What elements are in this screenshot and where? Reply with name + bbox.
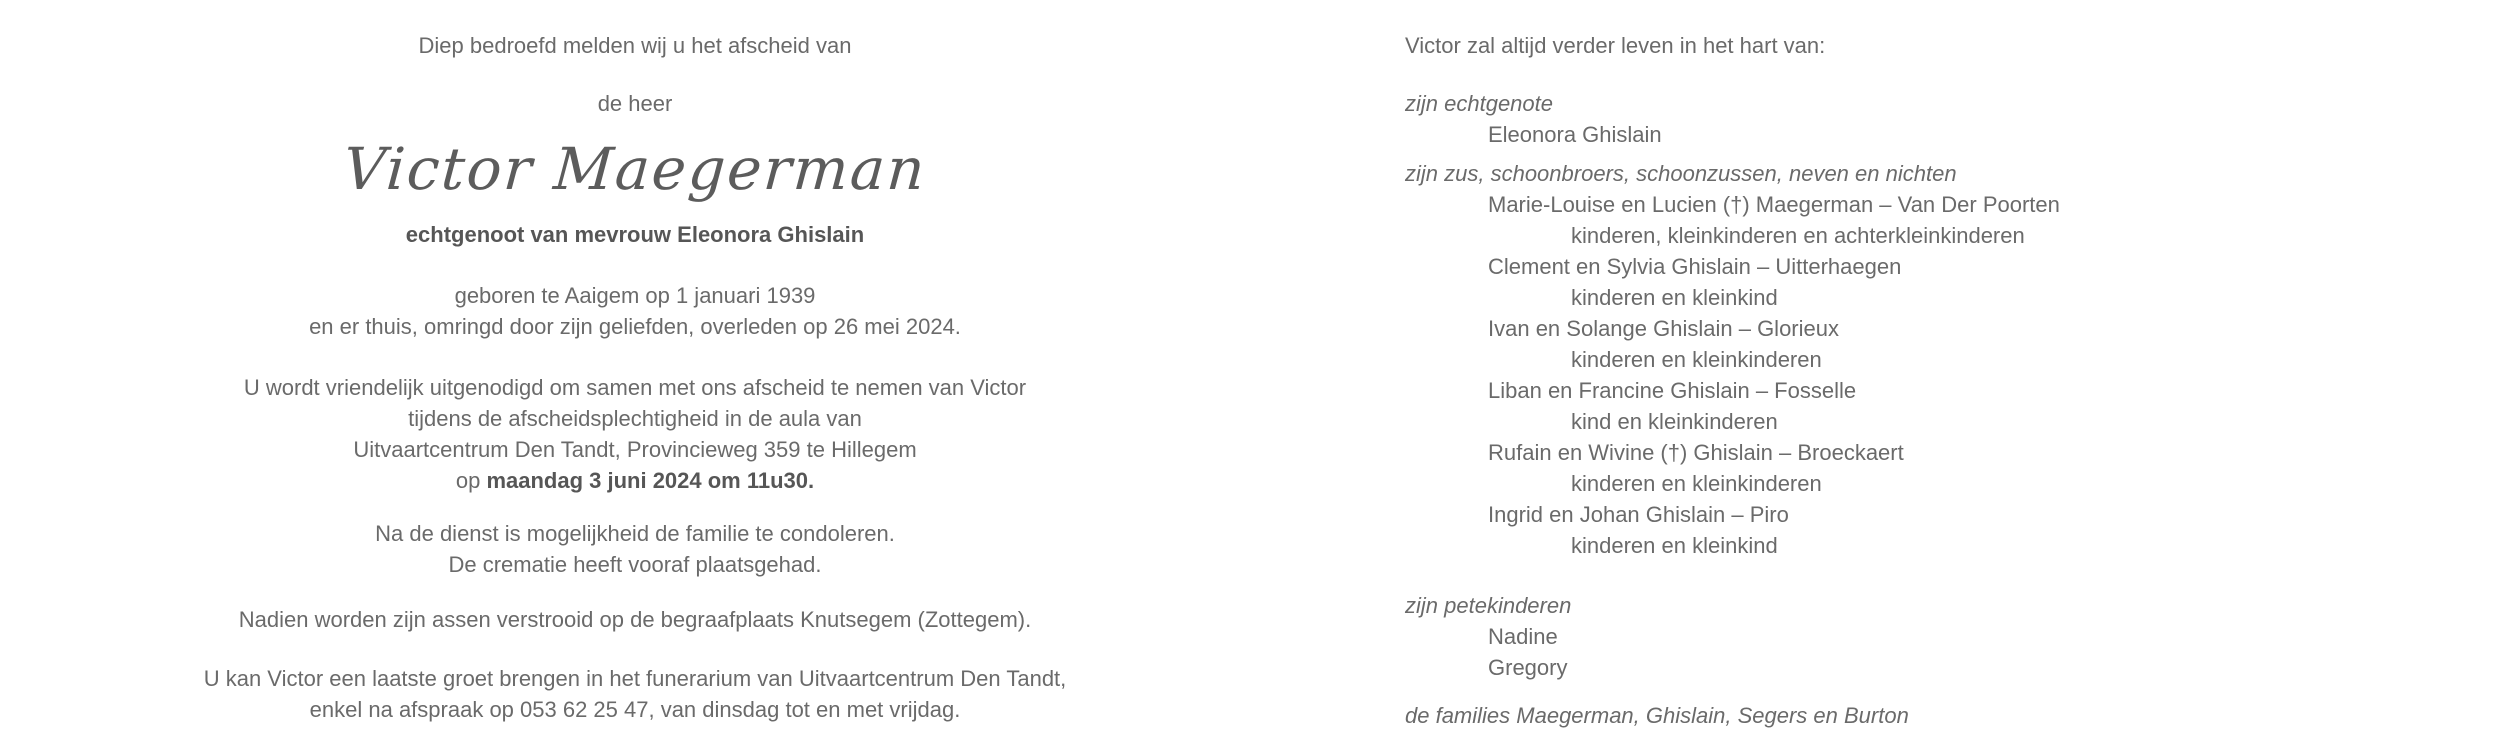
death-line: en er thuis, omringd door zijn geliefden, overleden op 26 mei 2024. xyxy=(309,314,961,339)
visitation-line-2: enkel na afspraak op 053 62 25 47, van dinsdag tot en met vrijdag. xyxy=(309,697,961,722)
relative-name: Eleonora Ghislain xyxy=(1488,122,1662,147)
memorial-column xyxy=(1405,0,2405,731)
relative-descendants: kinderen en kleinkind xyxy=(1571,533,1778,558)
group-label-siblings: zijn zus, schoonbroers, schoonzussen, neven en nichten xyxy=(1405,161,1957,186)
birth-line: geboren te Aaigem op 1 januari 1939 xyxy=(454,283,816,308)
datetime-prefix: op xyxy=(455,468,487,493)
relative-name: Marie-Louise en Lucien (†) Maegerman – Van Der Poorten xyxy=(1488,192,2060,217)
deceased-name-signature: Victor Maegerman xyxy=(341,135,929,203)
announcement-column xyxy=(0,0,1270,725)
invitation-line-2: tijdens de afscheidsplechtigheid in de aula van xyxy=(408,406,862,431)
condolence-paragraph xyxy=(0,518,1270,580)
relative-descendants: kinderen, kleinkinderen en achterkleinkinderen xyxy=(1571,223,2025,248)
ceremony-datetime-line xyxy=(0,465,1270,496)
relative-descendants: kind en kleinkinderen xyxy=(1571,409,1778,434)
relative-name: Clement en Sylvia Ghislain – Uitterhaegen xyxy=(1488,254,1902,279)
salutation-line: de heer xyxy=(597,91,673,116)
relative-descendants: kinderen en kleinkind xyxy=(1571,285,1778,310)
condolence-line-2: De crematie heeft vooraf plaatsgehad. xyxy=(448,552,822,577)
relative-name: Ivan en Solange Ghislain – Glorieux xyxy=(1488,316,1839,341)
spouse-line: echtgenoot van mevrouw Eleonora Ghislain xyxy=(405,222,865,247)
relative-descendants: kinderen en kleinkinderen xyxy=(1571,471,1822,496)
ceremony-location-line: Uitvaartcentrum Den Tandt, Provincieweg 359 te Hillegem xyxy=(353,437,917,462)
relatives-group-godchildren xyxy=(1405,590,2405,683)
visitation-line-1: U kan Victor een laatste groet brengen in het funerarium van Uitvaartcentrum Den Tandt, xyxy=(203,666,1067,691)
invitation-line-1: U wordt vriendelijk uitgenodigd om samen met ons afscheid te nemen van Victor xyxy=(243,375,1027,400)
condolence-line-1: Na de dienst is mogelijkheid de familie te condoleren. xyxy=(375,521,895,546)
relatives-group-spouse xyxy=(1405,88,2405,150)
relative-descendants: kinderen en kleinkinderen xyxy=(1571,347,1822,372)
memorial-heading: Victor zal altijd verder leven in het hart van: xyxy=(1405,33,1826,58)
datetime-emphasis: maandag 3 juni 2024 om 11u30. xyxy=(486,468,815,493)
ceremony-paragraph xyxy=(0,372,1270,496)
relative-name: Liban en Francine Ghislain – Fosselle xyxy=(1488,378,1857,403)
relative-name: Rufain en Wivine (†) Ghislain – Broeckaert xyxy=(1488,440,1904,465)
relative-name: Ingrid en Johan Ghislain – Piro xyxy=(1488,502,1789,527)
birth-death-paragraph xyxy=(0,280,1270,342)
relatives-group-siblings xyxy=(1405,158,2405,561)
group-label-godchildren: zijn petekinderen xyxy=(1405,593,1572,618)
group-label-spouse: zijn echtgenote xyxy=(1405,91,1553,116)
intro-line: Diep bedroefd melden wij u het afscheid van xyxy=(418,33,852,58)
relative-name: Gregory xyxy=(1488,655,1568,680)
visitation-paragraph xyxy=(0,663,1270,725)
ashes-scattering-line: Nadien worden zijn assen verstrooid op de begraafplaats Knutsegem (Zottegem). xyxy=(238,607,1032,632)
families-line: de families Maegerman, Ghislain, Segers en Burton xyxy=(1405,703,1909,728)
relative-name: Nadine xyxy=(1488,624,1558,649)
